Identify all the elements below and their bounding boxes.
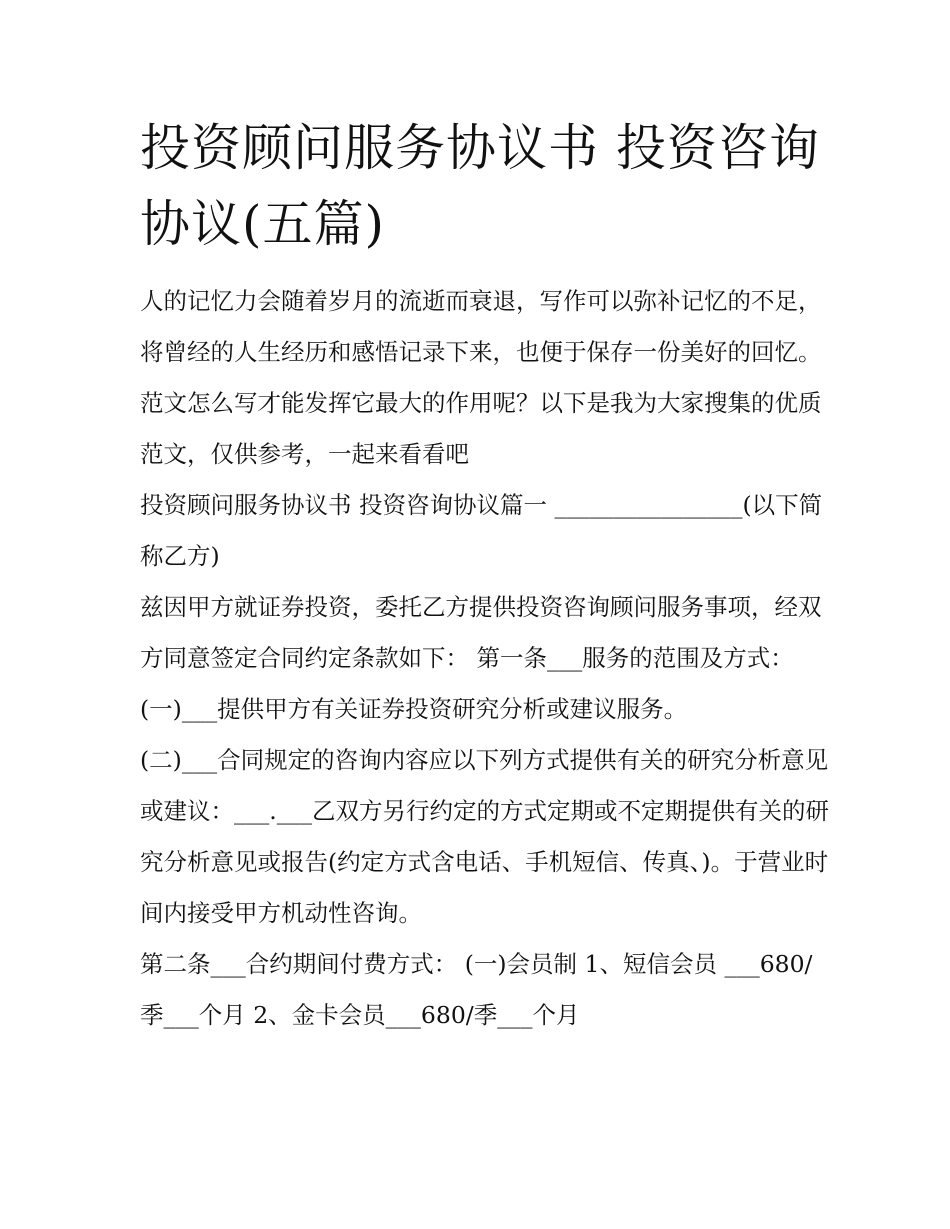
- clause-one-paragraph: (一)___提供甲方有关证券投资研究分析或建议服务。: [140, 695, 688, 723]
- document-body: [140, 276, 830, 1041]
- section-heading-paragraph: 投资顾问服务协议书 投资咨询协议篇一 ________________(以下简称乙方): [140, 491, 823, 570]
- clause-two-paragraph: (二)___合同规定的咨询内容应以下列方式提供有关的研究分析意见或建议：___.___乙双方另行约定的方式定期或不定期提供有关的研究分析意见或报告(约定方式含电话、手机短信、传真、)。于营业时间内接受甲方机动性咨询。: [140, 746, 829, 927]
- document-title: 投资顾问服务协议书 投资咨询协议(五篇): [140, 119, 820, 253]
- intro-paragraph: 人的记忆力会随着岁月的流逝而衰退，写作可以弥补记忆的不足，将曾经的人生经历和感悟记录下来，也便于保存一份美好的回忆。范文怎么写才能发挥它最大的作用呢？以下是我为大家搜集的优质范文，仅供参考，一起来看看吧: [140, 287, 822, 468]
- payment-paragraph: 第二条___合约期间付费方式： (一)会员制 1、短信会员 ___680/季___个月 2、金卡会员___680/季___个月: [140, 950, 813, 1029]
- commission-paragraph: 兹因甲方就证券投资，委托乙方提供投资咨询顾问服务事项，经双方同意签定合同约定条款如下： 第一条___服务的范围及方式：: [140, 593, 822, 672]
